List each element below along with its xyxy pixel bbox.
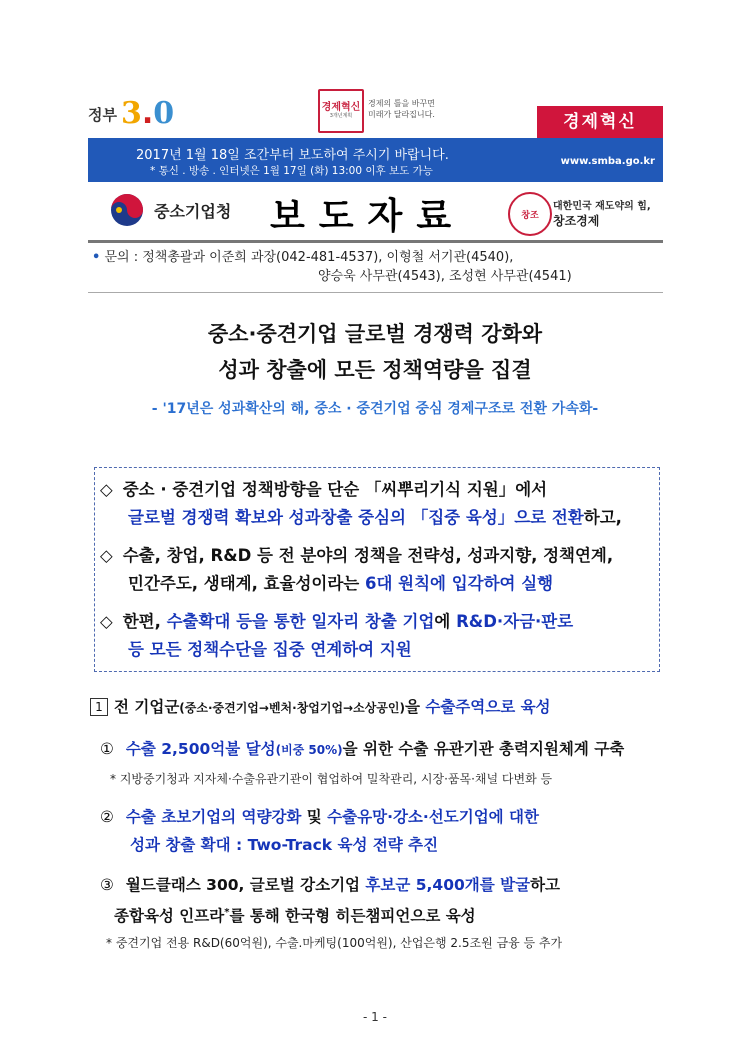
item-3f: 를 통해 한국형 히든챔피언으로 육성 bbox=[229, 907, 476, 926]
summary-2c: 6대 원칙에 입각하여 실행 bbox=[364, 574, 554, 593]
summary-point-2 bbox=[100, 542, 613, 598]
item-2b: 및 bbox=[301, 808, 328, 826]
item-3-note: * 중견기업 전용 R&D(60억원), 수출.마케팅(100억원), 산업은행 2.5조원 금융 등 추가 bbox=[106, 936, 563, 950]
ministry-logo bbox=[110, 193, 231, 227]
item-2-number: ② bbox=[100, 808, 114, 826]
contact-divider bbox=[88, 292, 663, 293]
embargo-bar bbox=[88, 138, 663, 182]
emblem-sub-text: 3개년계획 bbox=[329, 113, 353, 119]
item-2d: 성과 창출 확대 : Two-Track 육성 전략 추진 bbox=[130, 836, 439, 854]
economic-slogan bbox=[368, 98, 435, 120]
item-3a: 월드클래스 300, 글로벌 강소기업 bbox=[125, 876, 366, 894]
item-3-number: ③ bbox=[100, 876, 114, 894]
summary-1a: 중소 · 중견기업 정책방향을 단순 「씨뿌리기식 지원」에서 bbox=[122, 480, 548, 499]
summary-3a: 한편, bbox=[122, 612, 167, 631]
item-1c: 을 위한 수출 유관기관 총력지원체계 구축 bbox=[342, 740, 625, 758]
summary-1b: 글로벌 경쟁력 확보와 성과창출 중심의 「집중 육성」으로 전환 bbox=[128, 508, 584, 527]
contact-bullet: • bbox=[92, 250, 101, 265]
embargo-line-2: * 통신 . 방송 . 인터넷은 1월 17일 (화) 13:00 이후 보도 가능 bbox=[150, 165, 433, 177]
diamond-icon: ◇ bbox=[100, 546, 113, 565]
headline-line-1: 중소·중견기업 글로벌 경쟁력 강화와 bbox=[207, 322, 543, 346]
contact-line-1: 문의 : 정책총괄과 이준희 과장(042-481-4537), 이형철 서기관(4540), bbox=[104, 250, 514, 265]
economic-innovation-emblem bbox=[318, 89, 364, 133]
embargo-line-1: 2017년 1월 18일 조간부터 보도하여 주시기 바랍니다. bbox=[136, 148, 449, 163]
diamond-icon: ◇ bbox=[100, 612, 113, 631]
section-1b: (중소·중견기업→벤처·창업기업→소상공인) bbox=[179, 701, 405, 715]
section-1-heading bbox=[90, 695, 551, 717]
section-number: 1 bbox=[90, 698, 108, 716]
gov-logo-text: 정부 bbox=[88, 106, 117, 124]
item-3d: 종합육성 인프라 bbox=[114, 907, 225, 926]
section-1a: 전 기업군 bbox=[114, 698, 180, 716]
item-2a: 수출 초보기업의 역량강화 bbox=[125, 808, 302, 826]
section-1c: 을 bbox=[404, 698, 426, 716]
economic-innovation-tag: 경제혁신 bbox=[537, 106, 663, 138]
summary-point-3 bbox=[100, 608, 573, 664]
item-3b: 후보군 5,400개를 발굴 bbox=[365, 876, 531, 894]
government-3-0-logo bbox=[88, 93, 174, 129]
slogan-line-1: 경제의 틀을 바꾸면 bbox=[368, 99, 435, 108]
item-1-note: * 지방중기청과 지자체·수출유관기관이 협업하여 밀착관리, 시장·품목·채널 다변화 등 bbox=[110, 772, 553, 786]
summary-point-1 bbox=[100, 476, 622, 532]
item-3 bbox=[100, 871, 560, 930]
summary-3b: 수출확대 등을 통한 일자리 창출 기업 bbox=[166, 612, 435, 631]
item-1 bbox=[100, 735, 624, 764]
headline-line-2: 성과 창출에 모든 정책역량을 집결 bbox=[218, 358, 532, 382]
header-divider bbox=[88, 240, 663, 243]
press-release-title: 보도자료 bbox=[270, 196, 466, 237]
gov-logo-zero: 0 bbox=[153, 96, 175, 131]
diamond-icon: ◇ bbox=[100, 480, 113, 499]
item-3-footnote-mark: * bbox=[224, 907, 230, 918]
creative-economy-logo: 창조 bbox=[508, 192, 552, 236]
summary-2b: 민간주도, 생태계, 효율성이라는 bbox=[128, 574, 365, 593]
item-2 bbox=[100, 803, 539, 859]
section-1d: 수출주역으로 육성 bbox=[425, 698, 551, 716]
summary-3d: R&D·자금·판로 bbox=[456, 612, 574, 631]
item-1-number: ① bbox=[100, 740, 114, 758]
slogan-line-2: 미래가 달라집니다. bbox=[368, 110, 435, 119]
taegeuk-icon bbox=[110, 193, 144, 227]
emblem-main-text: 경제혁신 bbox=[321, 102, 361, 113]
gov-logo-dot: . bbox=[141, 96, 154, 131]
summary-1c: 하고, bbox=[583, 508, 622, 527]
website-link[interactable]: www.smba.go.kr bbox=[560, 156, 655, 167]
creative-line-2: 창조경제 bbox=[553, 214, 600, 228]
creative-economy-text bbox=[553, 199, 651, 229]
creative-line-1: 대한민국 재도약의 힘, bbox=[553, 201, 651, 212]
summary-3c: 에 bbox=[434, 612, 457, 631]
item-2c: 수출유망·강소·선도기업에 대한 bbox=[327, 808, 539, 826]
item-3c: 하고 bbox=[530, 876, 561, 894]
headline-subtitle: - '17년은 성과확산의 해, 중소 · 중견기업 중심 경제구조로 전환 가속화- bbox=[151, 401, 599, 417]
summary-3e: 등 모든 정책수단을 집중 연계하여 지원 bbox=[128, 640, 412, 659]
contact-line-2: 양승욱 사무관(4543), 조성현 사무관(4541) bbox=[318, 269, 572, 284]
item-1a: 수출 2,500억불 달성 bbox=[125, 740, 276, 758]
page-number: - 1 - bbox=[363, 1010, 387, 1024]
gov-logo-num: 3 bbox=[120, 96, 142, 131]
item-1b: (비중 50%) bbox=[275, 743, 343, 757]
contact-info bbox=[92, 248, 572, 286]
summary-2a: 수출, 창업, R&D 등 전 분야의 정책을 전략성, 성과지향, 정책연계, bbox=[122, 546, 614, 565]
ministry-name: 중소기업청 bbox=[154, 201, 232, 221]
